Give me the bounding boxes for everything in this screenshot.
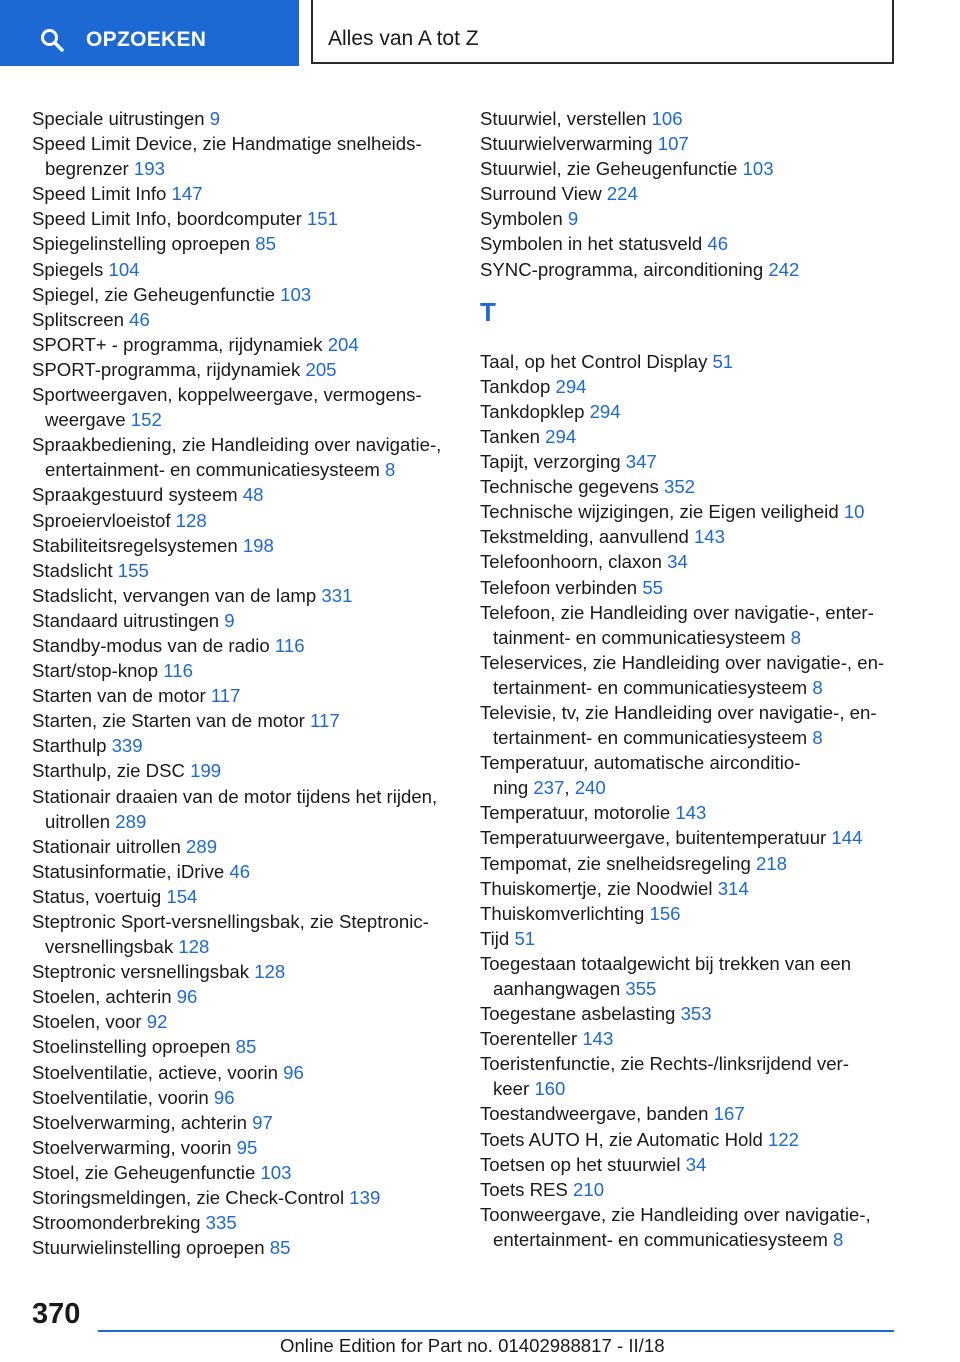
page-link[interactable]: 8 (812, 727, 823, 749)
index-entry-text: Starthulp (32, 735, 107, 757)
page-link[interactable]: 34 (667, 551, 688, 573)
search-button-label: OPZOEKEN (86, 28, 207, 51)
index-entry (32, 482, 452, 507)
page-link[interactable]: 117 (210, 685, 241, 707)
index-entry (480, 549, 900, 574)
index-entry (32, 834, 452, 859)
page-link[interactable]: 198 (242, 534, 274, 556)
page-link[interactable]: 48 (242, 484, 264, 506)
page-link[interactable]: 85 (269, 1237, 291, 1259)
page-link[interactable]: 128 (178, 936, 210, 958)
index-entry (32, 307, 452, 332)
index-entry-text: Splitscreen (32, 308, 124, 330)
index-entry-text: Toonweergave, zie Handleiding over navigatie-, (480, 1203, 871, 1225)
index-entry (480, 1127, 900, 1152)
index-entry (32, 357, 452, 382)
index-entry-text: Stoelen, voor (32, 1011, 142, 1033)
index-entry (32, 708, 452, 733)
index-entry-text: Toestandweergave, banden (480, 1103, 709, 1125)
index-entry (480, 374, 900, 399)
page-link[interactable]: 156 (649, 902, 681, 924)
page-link[interactable]: 294 (555, 375, 587, 397)
page-link[interactable]: 55 (642, 576, 663, 598)
index-entry-text: Stadslicht (32, 559, 113, 581)
index-entry-text: Stationair draaien van de motor tijdens het rijden, (32, 785, 438, 807)
index-entry (32, 231, 452, 256)
index-entry-text: Steptronic Sport-versnellingsbak, zie Steptronic- (32, 911, 429, 932)
index-entry-text: Stoelverwarming, achterin (32, 1111, 247, 1133)
index-entry-text: Stoelventilatie, voorin (32, 1086, 209, 1108)
index-entry-text: Tempomat, zie snelheidsregeling (480, 852, 751, 874)
index-entry (480, 1152, 900, 1177)
index-entry (32, 608, 452, 633)
page-link[interactable]: 347 (625, 451, 657, 473)
index-entry-text: ning (493, 777, 529, 799)
index-entry (480, 901, 900, 926)
page-link[interactable]: 204 (327, 333, 359, 355)
index-entry-text: Stoelen, achterin (32, 986, 172, 1008)
index-entry-text: Temperatuur, automatische airconditio- (480, 752, 801, 774)
page-link[interactable]: 96 (176, 986, 198, 1008)
section-title-box (311, 0, 894, 64)
page-link[interactable]: 152 (130, 409, 162, 431)
index-entry (32, 1210, 452, 1235)
index-column-right (480, 106, 900, 1252)
index-entry-text: entertainment- en communicatiesysteem (493, 1228, 828, 1250)
index-entry-text: SPORT-programma, rijdynamiek (32, 358, 301, 380)
index-entry-text: Tanken (480, 425, 540, 447)
index-entry-text: Toegestane asbelasting (480, 1003, 676, 1025)
index-entry-text: begrenzer (45, 158, 129, 180)
index-entry (32, 332, 452, 357)
index-entry-text: Symbolen in het statusveld (480, 233, 703, 255)
index-entry-text: Toerenteller (480, 1028, 578, 1050)
page-link[interactable]: 9 (567, 208, 579, 230)
footer-edition-text: Online Edition for Part no. 01402988817 - II/18 (280, 1335, 665, 1356)
index-entry (480, 181, 900, 206)
index-entry-text: Stabiliteitsregelsystemen (32, 534, 238, 556)
index-entry (480, 1202, 900, 1252)
index-entry-text: Speciale uitrustingen (32, 108, 205, 129)
page-link[interactable]: 116 (274, 634, 305, 656)
index-entry (480, 449, 900, 474)
page-link[interactable]: 155 (117, 559, 149, 581)
page-link[interactable]: 8 (790, 626, 801, 648)
page-link[interactable]: 167 (713, 1103, 745, 1125)
index-entry-text: Stoel, zie Geheugenfunctie (32, 1161, 256, 1183)
index-entry-text: tertainment- en communicatiesysteem (493, 676, 808, 698)
page-link[interactable]: 294 (589, 400, 621, 422)
index-entry-text: Temperatuurweergave, buitentemperatuur (480, 827, 827, 849)
index-entry-text: Sportweergaven, koppelweergave, vermogens- (32, 384, 422, 406)
index-group-s (480, 106, 900, 282)
index-entry (32, 1085, 452, 1110)
page-link[interactable]: 193 (133, 158, 165, 180)
page-link[interactable]: 289 (115, 810, 147, 832)
index-entry-text: Standaard uitrustingen (32, 609, 220, 631)
page-link[interactable]: 97 (252, 1111, 273, 1133)
section-title: Alles van A tot Z (328, 27, 479, 50)
index-entry (32, 181, 452, 206)
index-entry (32, 758, 452, 783)
index-entry-text: Telefoon verbinden (480, 576, 638, 598)
index-entry (32, 583, 452, 608)
page-link[interactable]: 46 (129, 308, 150, 330)
page-link[interactable]: 46 (707, 233, 729, 255)
index-entry-text: Tapijt, verzorging (480, 451, 621, 473)
index-entry (32, 1009, 452, 1034)
index-entry (480, 575, 900, 600)
page-link[interactable]: 352 (664, 476, 696, 498)
page-link[interactable]: 199 (190, 760, 222, 782)
index-entry-text: Tankdop (480, 375, 551, 397)
page-link[interactable]: 294 (545, 425, 577, 447)
page-link[interactable]: 210 (573, 1178, 605, 1200)
index-entry (480, 851, 900, 876)
index-entry (480, 424, 900, 449)
index-entry-text: Steptronic versnellingsbak (32, 961, 250, 983)
index-entry (480, 926, 900, 951)
index-entry (480, 1051, 900, 1101)
page-link[interactable]: 122 (767, 1128, 800, 1150)
index-entry (480, 231, 900, 256)
page-link[interactable]: 154 (166, 885, 198, 907)
search-button[interactable] (0, 0, 299, 66)
index-entry (480, 700, 900, 750)
index-entry (32, 282, 452, 307)
index-entry (480, 800, 900, 825)
index-entry (32, 533, 452, 558)
index-entry-text: SYNC-programma, airconditioning (480, 258, 764, 280)
index-entry (480, 131, 900, 156)
page-link[interactable]: 85 (255, 233, 276, 255)
index-entry-text: SPORT+ - programma, rijdynamiek (32, 333, 323, 355)
index-entry-text: keer (493, 1078, 530, 1100)
page-link[interactable]: 34 (685, 1153, 707, 1175)
page-link[interactable]: 331 (321, 584, 353, 606)
index-entry-text: Stuurwiel, verstellen (480, 108, 647, 129)
index-entry-text: Spraakgestuurd systeem (32, 484, 238, 506)
page-link[interactable]: 240 (574, 777, 606, 799)
index-entry (32, 784, 452, 834)
index-entry-text: Starthulp, zie DSC (32, 760, 185, 782)
page-link[interactable]: 9 (224, 609, 235, 631)
index-entry-text: Speed Limit Info (32, 183, 167, 205)
index-entry-text: Stuurwielverwarming (480, 133, 653, 155)
index-entry (32, 558, 452, 583)
index-entry (32, 1060, 452, 1085)
page-link[interactable]: 117 (310, 710, 340, 732)
index-entry-text: Telefoon, zie Handleiding over navigatie-, enter- (480, 601, 874, 623)
index-entry-text: Tijd (480, 927, 510, 949)
index-entry (32, 1135, 452, 1160)
index-entry-text: Storingsmeldingen, zie Check-Control (32, 1187, 345, 1209)
index-entry (480, 257, 900, 282)
index-entry-text: entertainment- en communicatiesysteem (45, 459, 380, 481)
page-link[interactable]: 92 (146, 1011, 168, 1033)
index-entry-text: Stroomonderbreking (32, 1212, 201, 1234)
index-entry (480, 1101, 900, 1126)
index-entry (32, 508, 452, 533)
index-entry-text: Stuurwielinstelling oproepen (32, 1237, 265, 1259)
page-link[interactable]: 218 (755, 852, 787, 874)
index-entry (32, 658, 452, 683)
index-entry (32, 257, 452, 282)
index-entry-text: Technische wijzigingen, zie Eigen veiligheid (480, 501, 839, 523)
index-entry-text: Sproeiervloeistof (32, 509, 171, 531)
index-entry-text: Stoelinstelling oproepen (32, 1036, 231, 1058)
page-link[interactable]: 96 (213, 1086, 235, 1108)
index-entry-text: Toeristenfunctie, zie Rechts-/linksrijdend ver- (480, 1053, 849, 1075)
index-entry (480, 825, 900, 850)
index-entry-text: Spiegel, zie Geheugenfunctie (32, 283, 275, 305)
page-link[interactable]: 237 (533, 777, 565, 799)
page-link[interactable]: 242 (768, 258, 800, 280)
page-link[interactable]: 10 (843, 501, 865, 523)
index-entry (32, 683, 452, 708)
index-entry (32, 1185, 452, 1210)
index-entry (480, 106, 900, 131)
index-entry-text: Spiegelinstelling oproepen (32, 233, 251, 255)
index-entry-text: Spraakbediening, zie Handleiding over navigatie-, (32, 434, 442, 456)
page-link[interactable]: 335 (205, 1212, 237, 1234)
index-entry (480, 1001, 900, 1026)
index-letter-heading: T (480, 296, 496, 327)
page-link[interactable]: 339 (111, 735, 143, 757)
page-link[interactable]: 103 (742, 158, 774, 180)
index-entry (480, 156, 900, 181)
index-entry-text: Toets RES (480, 1178, 568, 1200)
index-entry-text: Tankdopklep (480, 400, 585, 422)
index-entry-text: Stadslicht, vervangen van de lamp (32, 584, 317, 606)
index-entry (32, 733, 452, 758)
index-entry-text: Start/stop-knop (32, 660, 159, 682)
index-entry (480, 876, 900, 901)
index-entry (32, 859, 452, 884)
page-link[interactable]: 103 (280, 283, 312, 305)
index-entry (32, 633, 452, 658)
page-link[interactable]: 104 (108, 258, 140, 280)
index-entry-text: tainment- en communicatiesysteem (493, 626, 786, 648)
page-link[interactable]: 8 (812, 676, 823, 698)
page-link[interactable]: 128 (254, 961, 286, 983)
index-entry-text: Standby-modus van de radio (32, 634, 270, 656)
index-entry (32, 1160, 452, 1185)
index-entry-text: weergave (45, 409, 126, 431)
index-entry (480, 1177, 900, 1202)
search-icon (40, 28, 64, 52)
index-entry-text: versnellingsbak (45, 936, 174, 958)
page-link[interactable]: 9 (209, 108, 221, 129)
page-link[interactable]: 106 (651, 108, 683, 129)
index-entry-text: Toets AUTO H, zie Automatic Hold (480, 1128, 763, 1150)
index-entry (480, 600, 900, 650)
index-entry-text: Status, voertuig (32, 885, 162, 907)
index-entry-text: Tekstmelding, aanvullend (480, 526, 689, 548)
index-entry-text: Teleservices, zie Handleiding over navigatie-, en- (480, 651, 885, 673)
index-entry-text: Speed Limit Device, zie Handmatige snelheids- (32, 133, 422, 155)
index-entry-text: Spiegels (32, 258, 104, 280)
index-entry-text: Starten, zie Starten van de motor (32, 710, 305, 732)
index-entry-text: Taal, op het Control Display (480, 350, 708, 372)
page-link[interactable]: 353 (680, 1003, 712, 1025)
page-link[interactable]: 103 (260, 1161, 292, 1183)
index-entry-text: Toegestaan totaalgewicht bij trekken van een (480, 952, 852, 974)
index-entry-text: Thuiskomverlichting (480, 902, 645, 924)
index-group-t (480, 349, 900, 1252)
index-entry-text: Surround View (480, 183, 602, 205)
index-entry-text: aanhangwagen (493, 978, 621, 999)
page-link[interactable]: 116 (163, 660, 193, 682)
page-link[interactable]: 46 (229, 860, 251, 882)
index-entry-text: uitrollen (45, 810, 111, 832)
index-entry (480, 206, 900, 231)
index-entry: Temperatuur, automatische airconditio- ning 237, 240 (480, 752, 801, 799)
page-link[interactable]: 8 (385, 459, 396, 481)
page-link[interactable]: 51 (514, 927, 536, 949)
index-entry-text: Statusinformatie, iDrive (32, 860, 225, 882)
page-link[interactable]: 128 (175, 509, 207, 531)
index-entry (32, 1034, 452, 1059)
index-entry (32, 984, 452, 1009)
index-entry (32, 432, 452, 482)
index-entry (32, 909, 452, 959)
page-link[interactable]: 314 (717, 877, 749, 899)
index-entry-text: Starten van de motor (32, 685, 206, 707)
index-entry-text: Thuiskomertje, zie Noodwiel (480, 877, 713, 899)
index-entry-text: Televisie, tv, zie Handleiding over navigatie-, en- (480, 701, 877, 723)
page-link[interactable]: 139 (349, 1187, 381, 1209)
index-entry (32, 884, 452, 909)
page-link[interactable]: 96 (283, 1061, 304, 1083)
footer-divider (98, 1330, 894, 1332)
index-entry-text: Telefoonhoorn, claxon (480, 551, 662, 573)
index-column-left (32, 106, 452, 1260)
page-link[interactable]: 224 (606, 183, 638, 205)
index-entry-text: Stationair uitrollen (32, 835, 181, 857)
page-link[interactable]: 205 (305, 358, 337, 380)
page-link[interactable]: 51 (712, 350, 734, 372)
index-entry (480, 399, 900, 424)
index-entry-text: Stoelverwarming, voorin (32, 1136, 232, 1158)
page-link[interactable]: 143 (693, 526, 725, 548)
page-link[interactable]: 85 (235, 1036, 257, 1058)
page-link[interactable]: 144 (831, 827, 863, 849)
index-entry-text: Toetsen op het stuurwiel (480, 1153, 681, 1175)
index-entry (32, 382, 452, 432)
page-link[interactable]: 147 (171, 183, 203, 205)
index-entry (480, 349, 900, 374)
index-entry (480, 524, 900, 549)
index-entry (480, 1026, 900, 1051)
index-entry (480, 951, 900, 1001)
index-entry-text: Speed Limit Info, boordcomputer (32, 208, 302, 230)
index-entry (32, 1110, 452, 1135)
page-number: 370 (32, 1298, 81, 1330)
page-link[interactable]: 143 (582, 1028, 614, 1050)
page-link[interactable]: 95 (236, 1136, 258, 1158)
page-link[interactable]: 355 (625, 978, 657, 999)
index-entry (480, 474, 900, 499)
top-bar (0, 0, 960, 66)
index-entry-text: Stuurwiel, zie Geheugenfunctie (480, 158, 738, 180)
page-link[interactable]: 151 (306, 208, 338, 230)
index-entry-text: tertainment- en communicatiesysteem (493, 727, 808, 749)
index-entry-text: Symbolen (480, 208, 563, 230)
page-link[interactable]: 143 (675, 802, 707, 824)
index-entry (32, 206, 452, 231)
index-entry (480, 499, 900, 524)
index-entry-text: Stoelventilatie, actieve, voorin (32, 1061, 278, 1083)
page-link[interactable]: 107 (657, 133, 689, 155)
index-entry (32, 959, 452, 984)
index-entry (32, 1235, 452, 1260)
index-entry (32, 106, 452, 131)
page-link[interactable]: 160 (534, 1078, 566, 1100)
page-link[interactable]: 289 (186, 835, 218, 857)
index-entry (480, 650, 900, 700)
index-entry-text: Technische gegevens (480, 476, 659, 498)
page-link[interactable]: 8 (833, 1228, 844, 1250)
index-entry (32, 131, 452, 181)
index-entry-text: Temperatuur, motorolie (480, 802, 671, 824)
